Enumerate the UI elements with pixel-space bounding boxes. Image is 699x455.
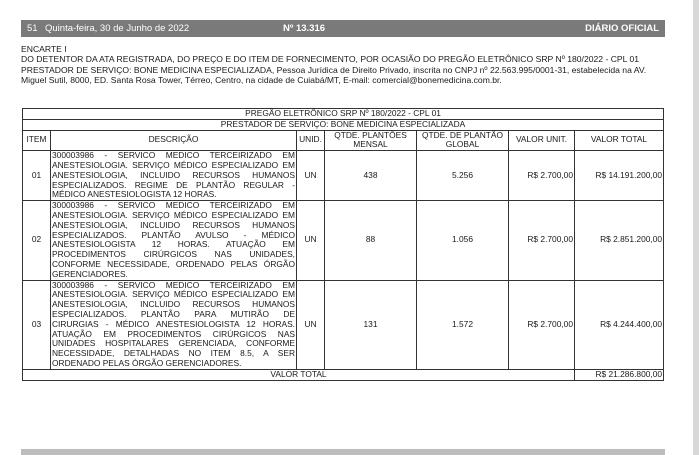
cell-total-value: R$ 14.191.200,00 (575, 151, 664, 201)
col-header-item: ITEM (23, 130, 51, 151)
cell-item: 01 (23, 151, 51, 201)
total-value: R$ 21.286.800,00 (575, 369, 664, 380)
issue-number: Nº 13.316 (283, 23, 326, 34)
col-header-unit-value: VALOR UNIT. (509, 130, 575, 151)
table-title: PREGÃO ELETRÔNICO SRP Nº 180/2022 - CPL 01 (23, 109, 664, 120)
page-number: 51 (27, 23, 38, 34)
table-title-row (23, 109, 664, 120)
annex-subtitle: DO DETENTOR DA ATA REGISTRADA, DO PREÇO E DO ITEM DE FORNECIMENTO, POR OCASIÃO DO PREGÃO ELETRÔNICO SRP Nº 180/2022 - CPL 01 (21, 54, 640, 65)
cell-unit-value: R$ 2.700,00 (509, 151, 575, 201)
cell-qty-global: 1.572 (417, 280, 509, 369)
provider-details: PRESTADOR DE SERVIÇO: BONE MEDICINA ESPECIALIZADA, Pessoa Jurídica de Direito Privado, inscrita no CNPJ nº 22.563.995/0001-31, estabelecida na AV. Miguel Sutil, 8000, ED. Santa Rosa Tower, Térreo, Centro, na cidade de Cuiabá/MT, E-mail: comercial@bonemedicina.com.br. (21, 64, 647, 86)
col-header-total-value: VALOR TOTAL (575, 130, 664, 151)
cell-total-value: R$ 4.244.400,00 (575, 280, 664, 369)
journal-title: DIÁRIO OFICIAL (585, 23, 659, 34)
cell-description: 300003986 - SERVICO MEDICO TERCEIRIZADO EM ANESTESIOLOGIA. SERVIÇO MÉDICO ESPECIALIZADO EM ANESTESIOLOGIA, INCLUIDO RECURSOS HUMANOS ESPECIALIZADOS. PLANTÃO PARA MUTIRÃO DE CIRURGIAS - MÉDICO ANESTESIOLOGISTA 12 HORAS. ATUAÇÃO EM PROCEDIMENTOS CIRÚRGICOS NAS UNIDADES HOSPITALARES GERENCIADA, CONFORME NECESSIDADE, DETALHADAS NO ITEM 8.5, A SER ORDENADO PELAS ÓRGÃO GERENCIADORES. (52, 279, 295, 368)
cell-qty-month: 438 (325, 151, 417, 201)
cell-unit: UN (297, 280, 325, 369)
cell-description: 300003986 - SERVICO MEDICO TERCEIRIZADO EM ANESTESIOLOGIA. SERVIÇO MÉDICO ESPECIALIZADO EM ANESTESIOLOGIA, INCLUIDO RECURSOS HUMANOS ESPECIALIZADOS. REGIME DE PLANTÃO REGULAR - MÉDICO ANESTESIOLOGISTA 12 HORAS. (52, 150, 295, 200)
table-total-row (23, 369, 664, 380)
table-row (23, 201, 664, 280)
cell-qty-global: 1.056 (417, 201, 509, 280)
cell-unit-value: R$ 2.700,00 (509, 280, 575, 369)
table-provider: PRESTADOR DE SERVIÇO: BONE MEDICINA ESPECIALIZADA (23, 119, 664, 130)
table-provider-row (23, 119, 664, 130)
table-row (23, 280, 664, 369)
col-header-qty-month: QTDE. PLANTÕES MENSAL (325, 130, 417, 151)
price-table (22, 108, 664, 381)
page-header (21, 20, 665, 37)
table-header-row (23, 130, 664, 151)
cell-unit: UN (297, 201, 325, 280)
cell-item: 02 (23, 201, 51, 280)
cell-qty-global: 5.256 (417, 151, 509, 201)
cell-unit: UN (297, 151, 325, 201)
page-edge (693, 0, 699, 455)
cell-description: 300003986 - SERVICO MEDICO TERCEIRIZADO EM ANESTESIOLOGIA. SERVIÇO MÉDICO ESPECIALIZADO EM ANESTESIOLOGIA, INCLUIDO RECURSOS HUMANOS ESPECIALIZADOS. PLANTÃO AVULSO - MÉDICO ANESTESIOLOGISTA 12 HORAS. ATUAÇÃO EM PROCEDIMENTOS CIRÚRGICOS NAS UNIDADES, CONFORME NECESSIDADE, ORDENADO PELAS ÓRGÃO GERENCIADORES. (52, 200, 295, 279)
col-header-qty-global: QTDE. DE PLANTÃO GLOBAL (417, 130, 509, 151)
col-header-description: DESCRIÇÃO (51, 130, 297, 151)
col-header-unit: UNID. (297, 130, 325, 151)
cell-qty-month: 131 (325, 280, 417, 369)
publication-date: Quinta-feira, 30 de Junho de 2022 (45, 23, 190, 34)
cell-qty-month: 88 (325, 201, 417, 280)
cell-unit-value: R$ 2.700,00 (509, 201, 575, 280)
cell-total-value: R$ 2.851.200,00 (575, 201, 664, 280)
cell-item: 03 (23, 280, 51, 369)
intro-text (21, 44, 666, 86)
table-row (23, 151, 664, 201)
total-label: VALOR TOTAL (23, 369, 575, 380)
next-section-bar (21, 449, 665, 455)
annex-title: ENCARTE I (21, 44, 67, 54)
